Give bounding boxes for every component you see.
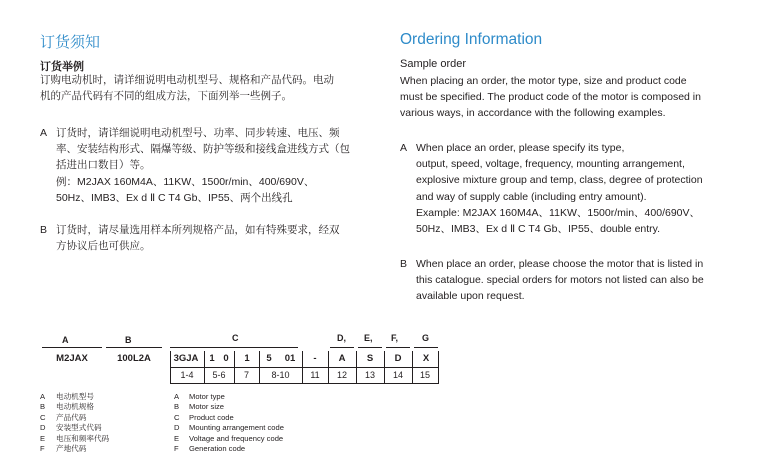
code-separator: - [313, 353, 317, 364]
cn-heading: 订货须知 [40, 34, 101, 51]
group-label-g: G [422, 333, 430, 343]
position-label: 14 [392, 370, 403, 380]
position-label: 15 [419, 370, 430, 380]
en-a-line: and way of supply cable (including entry amount). [416, 190, 647, 203]
code-model: M2JAX [56, 353, 88, 364]
en-b-line: this catalogue. special orders for motors not listed can also be [416, 274, 704, 287]
legend-en [174, 392, 374, 454]
cn-b-marker: B [40, 224, 48, 236]
code-product: 01 [284, 353, 296, 364]
code-voltage: S [366, 353, 374, 364]
legend-cn-item: A 电动机型号 [40, 392, 94, 401]
en-intro-line: When placing an order, the motor type, size and product code [400, 75, 687, 87]
en-a-marker: A [400, 142, 408, 154]
divider [438, 351, 439, 384]
bracket-d [330, 347, 354, 348]
code-g: X [422, 353, 430, 364]
code-product: 0 [223, 353, 229, 364]
group-label-a: A [62, 335, 69, 345]
position-label: 1-4 [180, 370, 194, 380]
cn-a-line: 订货时，请详细说明电动机型号、功率、同步转速、电压、频 [56, 127, 340, 139]
legend-cn-item: D 安装型式代码 [40, 423, 102, 433]
code-mounting: A [338, 353, 346, 364]
code-product: 3GJA [173, 353, 199, 364]
en-intro [400, 73, 750, 122]
position-label: 11 [310, 370, 320, 380]
code-product: 1 [244, 353, 250, 364]
cn-a-line: 50Hz、IMB3、Ex d Ⅱ C T4 Gb、IP55、两个出线孔 [56, 191, 293, 204]
en-b-marker: B [400, 258, 408, 270]
en-a-line: When place an order, please specify its type, [416, 142, 625, 154]
legend-en-item: A Motor type [174, 392, 225, 401]
bracket-b [106, 347, 162, 348]
group-label-f: F, [391, 333, 399, 343]
legend-cn-item: C 产品代码 [40, 412, 87, 422]
legend-cn-item: B 电动机规格 [40, 402, 94, 412]
legend-en-item: D Mounting arrangement code [174, 423, 284, 433]
legend-cn-item: F 产地代码 [40, 444, 87, 454]
legend-cn-item: E 电压和频率代码 [40, 433, 110, 443]
group-label-b: B [125, 335, 132, 345]
code-size: 100L2A [117, 353, 151, 364]
position-label: 8-10 [271, 370, 290, 380]
en-a-line: Example: M2JAX 160M4A、11KW、1500r/min、400/690V、 [416, 206, 701, 219]
cn-b-line: 方协议后也可供应。 [56, 240, 151, 253]
cn-intro-line: 订购电动机时，请详细说明电动机型号、规格和产品代码。电动 [40, 74, 334, 86]
position-label: 12 [336, 370, 347, 380]
code-product: 5 [266, 353, 272, 364]
group-label-c: C [232, 333, 239, 343]
group-label-d: D, [337, 333, 346, 343]
legend-en-item: B Motor size [174, 402, 225, 412]
en-a-line: output, speed, voltage, frequency, mounting arrangement, [416, 158, 685, 171]
en-b-paragraph [416, 256, 756, 305]
code-generation: D [394, 353, 402, 364]
cn-b-line: 订货时，请尽量选用样本所列规格产品，如有特殊要求，经双 [56, 224, 340, 236]
cn-a-line: 例：M2JAX 160M4A、11KW、1500r/min、400/690V、 [56, 175, 315, 188]
en-a-line: explosive mixture group and temp, class, degree of protection [416, 174, 703, 187]
en-b-line: When place an order, please choose the motor that is listed in [416, 258, 704, 270]
cn-a-line: 率、安装结构形式、隔爆等级、防护等级和接线盒进线方式（包 [56, 143, 350, 156]
bracket-f [386, 347, 410, 348]
position-label: 7 [243, 370, 249, 380]
bracket-e [358, 347, 382, 348]
en-heading: Ordering Information [400, 31, 543, 48]
en-b-line: available upon request. [416, 290, 525, 303]
position-label: 5-6 [212, 370, 226, 380]
legend-cn [40, 392, 160, 454]
bracket-c [170, 347, 298, 348]
code-product: 1 [209, 353, 215, 364]
bracket-a [42, 347, 102, 348]
cn-a-line: 括进出口数目）等。 [56, 159, 151, 172]
bracket-g [414, 347, 438, 348]
legend-en-item: C Product code [174, 412, 234, 422]
cn-intro-line: 机的产品代码有不同的组成方法，下面列举一些例子。 [40, 90, 292, 103]
en-a-paragraph [416, 140, 756, 237]
cn-a-paragraph [56, 125, 386, 206]
group-label-e: E, [364, 333, 373, 343]
cn-b-paragraph [56, 222, 386, 254]
product-code-diagram [0, 330, 767, 390]
en-a-line: 50Hz、IMB3、Ex d Ⅱ C T4 Gb、IP55、double entry. [416, 223, 661, 236]
cn-subheading: 订货举例 [40, 61, 84, 73]
en-intro-line: various ways, in accordance with the following examples. [400, 107, 666, 120]
en-subheading: Sample order [400, 58, 467, 70]
position-label: 13 [364, 370, 375, 380]
legend-en-item: E Voltage and frequency code [174, 433, 284, 443]
cn-intro [40, 72, 385, 104]
position-strip-bottom [170, 383, 438, 384]
cn-a-marker: A [40, 127, 48, 139]
legend-en-item: F Generation code [174, 444, 246, 454]
en-intro-line: must be specified. The product code of the motor is composed in [400, 91, 701, 104]
